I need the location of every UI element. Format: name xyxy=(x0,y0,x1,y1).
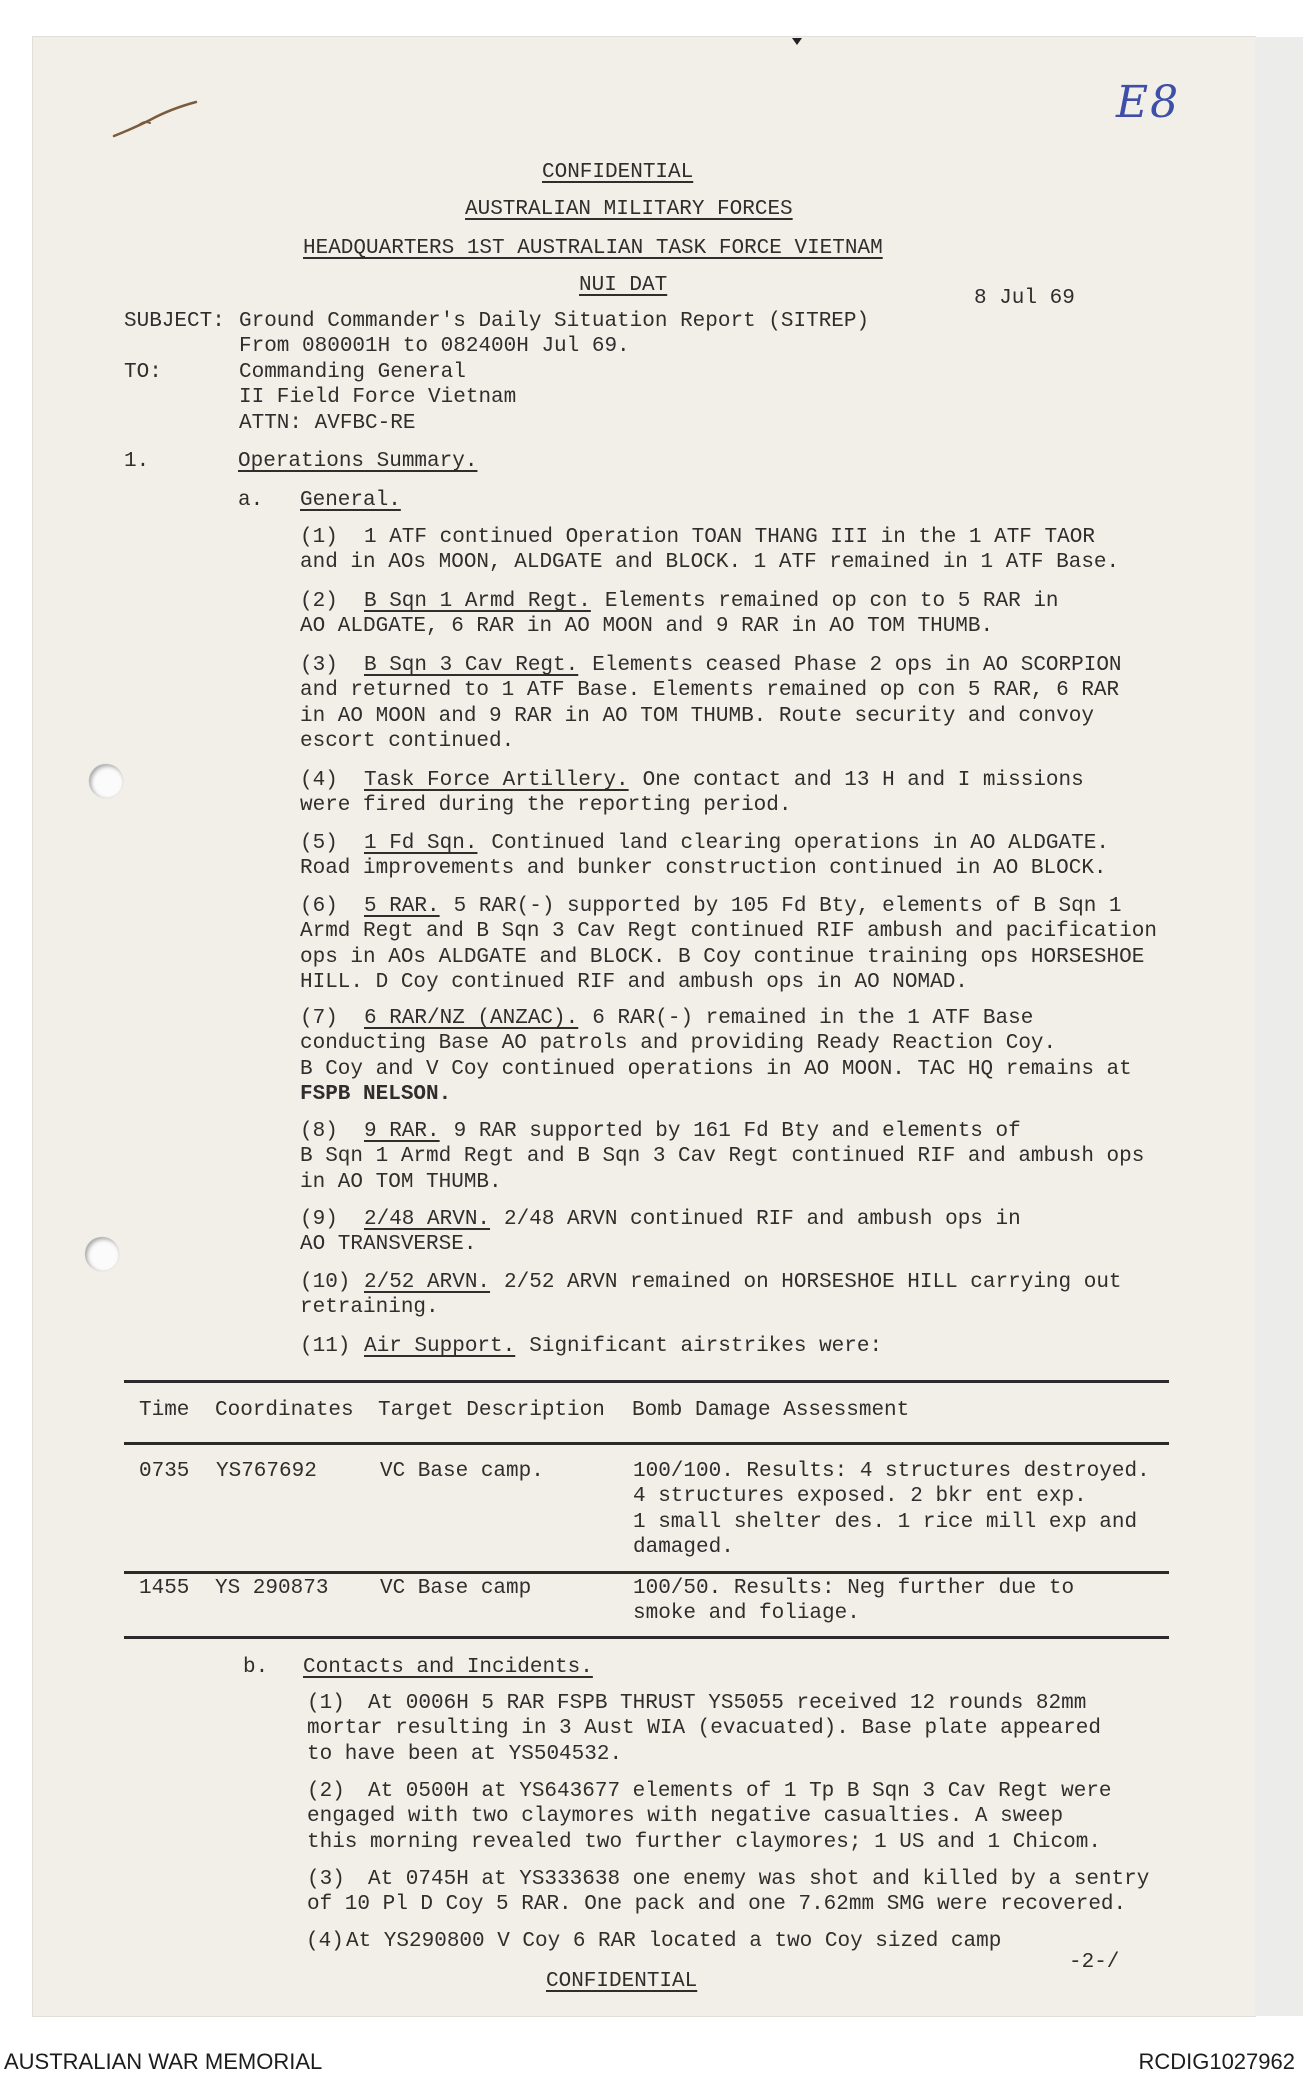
classification-top: CONFIDENTIAL xyxy=(542,161,694,184)
item-line: to have been at YS504532. xyxy=(307,1742,623,1766)
item-number: (3) xyxy=(300,654,338,677)
item-number: (3) xyxy=(307,1868,345,1891)
item-text: 1 ATF continued Operation TOAN THANG III in the 1 ATF TAOR xyxy=(364,526,1095,549)
contact-item-3 xyxy=(307,1867,1149,1918)
item-number: (11) xyxy=(300,1335,351,1358)
table-rule xyxy=(124,1442,1169,1445)
item-number: (9) xyxy=(300,1208,338,1231)
table-rule xyxy=(124,1636,1169,1639)
general-item-1 xyxy=(300,525,1119,576)
item-heading: 9 RAR. xyxy=(364,1120,440,1143)
table-rule xyxy=(124,1571,1169,1574)
subject-label: SUBJECT: xyxy=(124,310,225,333)
assessment-line: 100/100. Results: 4 structures destroyed. xyxy=(633,1460,1150,1483)
item-heading: Task Force Artillery. xyxy=(364,769,629,792)
general-item-10 xyxy=(300,1270,1122,1321)
item-line: in AO TOM THUMB. xyxy=(300,1170,502,1194)
organisation: AUSTRALIAN MILITARY FORCES xyxy=(465,198,793,221)
assessment-line: 1 small shelter des. 1 rice mill exp and xyxy=(633,1510,1138,1534)
general-item-7 xyxy=(300,1006,1132,1108)
item-line: B Coy and V Coy continued operations in AO MOON. TAC HQ remains at xyxy=(300,1057,1132,1081)
general-item-4 xyxy=(300,768,1084,819)
item-line: HILL. D Coy continued RIF and ambush ops in AO NOMAD. xyxy=(300,971,968,995)
archive-institution: AUSTRALIAN WAR MEMORIAL xyxy=(4,2049,323,2074)
item-text: Significant airstrikes were: xyxy=(529,1335,883,1358)
column-header-time: Time xyxy=(139,1399,190,1422)
item-first-line xyxy=(300,831,1109,856)
general-item-6 xyxy=(300,894,1157,996)
fold-marker xyxy=(792,38,802,45)
general-item-2 xyxy=(300,589,1059,640)
item-line: AO TRANSVERSE. xyxy=(300,1233,477,1257)
general-item-3 xyxy=(300,653,1122,755)
item-number: (4) xyxy=(300,769,338,792)
assessment-line: 4 structures exposed. 2 bkr ent exp. xyxy=(633,1485,1087,1509)
item-number: (5) xyxy=(300,832,338,855)
to-label: TO: xyxy=(124,361,162,384)
general-item-5 xyxy=(300,831,1109,882)
item-line: escort continued. xyxy=(300,730,515,754)
subject-line: From 080001H to 082400H Jul 69. xyxy=(239,335,630,359)
subject-text xyxy=(239,309,869,360)
item-first-line xyxy=(300,1119,1144,1144)
punch-hole xyxy=(85,1237,119,1271)
subsection-title: General. xyxy=(300,489,401,512)
addressee xyxy=(239,360,516,436)
item-number: (8) xyxy=(300,1120,338,1143)
cell-time: 1455 xyxy=(139,1577,190,1600)
item-first-line xyxy=(307,1779,1112,1804)
scan-margin xyxy=(1255,37,1303,2016)
cell-assessment xyxy=(633,1576,1074,1627)
column-header-target: Target Description xyxy=(378,1399,605,1422)
item-number: (2) xyxy=(300,590,338,613)
item-heading: 2/48 ARVN. xyxy=(364,1208,491,1231)
item-text: At 0500H at YS643677 elements of 1 Tp B Sqn 3 Cav Regt were xyxy=(368,1780,1112,1803)
subsection-letter: b. xyxy=(243,1656,269,1679)
item-heading: 6 RAR/NZ (ANZAC). xyxy=(364,1007,579,1030)
item-number: (1) xyxy=(307,1692,345,1715)
item-number: (4) xyxy=(306,1930,344,1953)
column-header-assessment: Bomb Damage Assessment xyxy=(632,1399,910,1422)
item-line: Road improvements and bunker construction continued in AO BLOCK. xyxy=(300,857,1107,881)
item-heading: B Sqn 1 Armd Regt. xyxy=(364,590,591,613)
item-number: (6) xyxy=(300,895,338,918)
item-text: At YS290800 V Coy 6 RAR located a two Coy sized camp xyxy=(346,1930,1002,1953)
contact-item-1 xyxy=(307,1691,1101,1767)
item-line: B Sqn 1 Armd Regt and B Sqn 3 Cav Regt continued RIF and ambush ops xyxy=(300,1145,1145,1169)
item-first-line xyxy=(307,1867,1149,1892)
item-text: 6 RAR(-) remained in the 1 ATF Base xyxy=(592,1007,1034,1030)
item-first-line xyxy=(307,1691,1101,1716)
item-line: AO ALDGATE, 6 RAR in AO MOON and 9 RAR in AO TOM THUMB. xyxy=(300,615,994,639)
pen-mark xyxy=(108,96,204,144)
item-line: of 10 Pl D Coy 5 RAR. One pack and one 7.62mm SMG were recovered. xyxy=(307,1893,1127,1917)
item-heading: Air Support. xyxy=(364,1335,516,1358)
item-line: and returned to 1 ATF Base. Elements remained op con 5 RAR, 6 RAR xyxy=(300,679,1120,703)
addressee-line: II Field Force Vietnam xyxy=(239,386,517,410)
item-line: mortar resulting in 3 Aust WIA (evacuated). Base plate appeared xyxy=(307,1717,1101,1741)
item-line: conducting Base AO patrols and providing Ready Reaction Coy. xyxy=(300,1032,1057,1056)
item-first-line xyxy=(300,1270,1122,1295)
handwritten-annotation: E8 xyxy=(1116,77,1181,128)
item-line: FSPB NELSON. xyxy=(300,1083,452,1107)
general-item-9 xyxy=(300,1207,1021,1258)
item-first-line xyxy=(300,525,1119,550)
column-header-coordinates: Coordinates xyxy=(215,1399,354,1422)
item-text: 9 RAR supported by 161 Fd Bty and elements of xyxy=(453,1120,1021,1143)
item-text: Continued land clearing operations in AO ALDGATE. xyxy=(491,832,1109,855)
classification-bottom: CONFIDENTIAL xyxy=(546,1970,698,1993)
contact-item-2 xyxy=(307,1779,1112,1855)
item-heading: 5 RAR. xyxy=(364,895,440,918)
assessment-line: 100/50. Results: Neg further due to xyxy=(633,1577,1075,1600)
punch-hole xyxy=(89,764,123,798)
page-continuation: -2-/ xyxy=(1069,1951,1120,1974)
headquarters: HEADQUARTERS 1ST AUSTRALIAN TASK FORCE VIETNAM xyxy=(303,237,883,260)
item-first-line xyxy=(300,653,1122,678)
archive-reference: RCDIG1027962 xyxy=(1138,2049,1295,2074)
item-number: (2) xyxy=(307,1780,345,1803)
item-number: (10) xyxy=(300,1271,351,1294)
subject-line: Ground Commander's Daily Situation Report (SITREP) xyxy=(239,310,870,333)
assessment-line: smoke and foliage. xyxy=(633,1602,860,1626)
item-text: 2/52 ARVN remained on HORSESHOE HILL carrying out xyxy=(504,1271,1122,1294)
item-first-line xyxy=(300,589,1059,614)
item-first-line xyxy=(300,1334,882,1359)
document-date: 8 Jul 69 xyxy=(974,287,1075,310)
addressee-line: ATTN: AVFBC-RE xyxy=(239,411,416,435)
item-text: At 0006H 5 RAR FSPB THRUST YS5055 received 12 rounds 82mm xyxy=(368,1692,1087,1715)
cell-target: VC Base camp xyxy=(380,1577,532,1600)
item-text: Elements remained op con to 5 RAR in xyxy=(604,590,1059,613)
subsection-title: Contacts and Incidents. xyxy=(303,1656,593,1679)
item-first-line xyxy=(300,1006,1132,1031)
item-line: engaged with two claymores with negative casualties. A sweep xyxy=(307,1805,1064,1829)
assessment-line: damaged. xyxy=(633,1536,734,1560)
item-number: (7) xyxy=(300,1007,338,1030)
cell-coordinates: YS 290873 xyxy=(215,1577,329,1600)
item-line: were fired during the reporting period. xyxy=(300,794,792,818)
section-title: Operations Summary. xyxy=(238,450,478,473)
item-first-line xyxy=(300,894,1157,919)
item-heading: 1 Fd Sqn. xyxy=(364,832,478,855)
item-first-line xyxy=(306,1929,1001,1954)
item-first-line xyxy=(300,768,1084,793)
item-heading: 2/52 ARVN. xyxy=(364,1271,491,1294)
item-line: Armd Regt and B Sqn 3 Cav Regt continued RIF ambush and pacification xyxy=(300,920,1157,944)
item-line: in AO MOON and 9 RAR in AO TOM THUMB. Route security and convoy xyxy=(300,704,1094,728)
general-item-8 xyxy=(300,1119,1144,1195)
contact-item-4 xyxy=(306,1929,1001,1954)
location: NUI DAT xyxy=(579,274,668,297)
item-line: this morning revealed two further claymores; 1 US and 1 Chicom. xyxy=(307,1830,1101,1854)
item-text: 5 RAR(-) supported by 105 Fd Bty, elements of B Sqn 1 xyxy=(453,895,1122,918)
item-text: Elements ceased Phase 2 ops in AO SCORPION xyxy=(592,654,1122,677)
item-text: One contact and 13 H and I missions xyxy=(642,769,1084,792)
item-text: At 0745H at YS333638 one enemy was shot and killed by a sentry xyxy=(368,1868,1150,1891)
item-heading: B Sqn 3 Cav Regt. xyxy=(364,654,579,677)
cell-assessment xyxy=(633,1459,1150,1561)
table-rule xyxy=(124,1380,1169,1383)
cell-coordinates: YS767692 xyxy=(216,1460,317,1483)
addressee-line: Commanding General xyxy=(239,361,466,384)
item-line: retraining. xyxy=(300,1296,439,1320)
general-item-11 xyxy=(300,1334,882,1359)
cell-target: VC Base camp. xyxy=(380,1460,544,1483)
item-number: (1) xyxy=(300,526,338,549)
item-line: and in AOs MOON, ALDGATE and BLOCK. 1 ATF remained in 1 ATF Base. xyxy=(300,551,1120,575)
cell-time: 0735 xyxy=(139,1460,190,1483)
item-line: ops in AOs ALDGATE and BLOCK. B Coy continue training ops HORSESHOE xyxy=(300,945,1145,969)
item-first-line xyxy=(300,1207,1021,1232)
subsection-letter: a. xyxy=(238,489,264,512)
item-text: 2/48 ARVN continued RIF and ambush ops in xyxy=(504,1208,1021,1231)
section-number: 1. xyxy=(124,450,150,473)
